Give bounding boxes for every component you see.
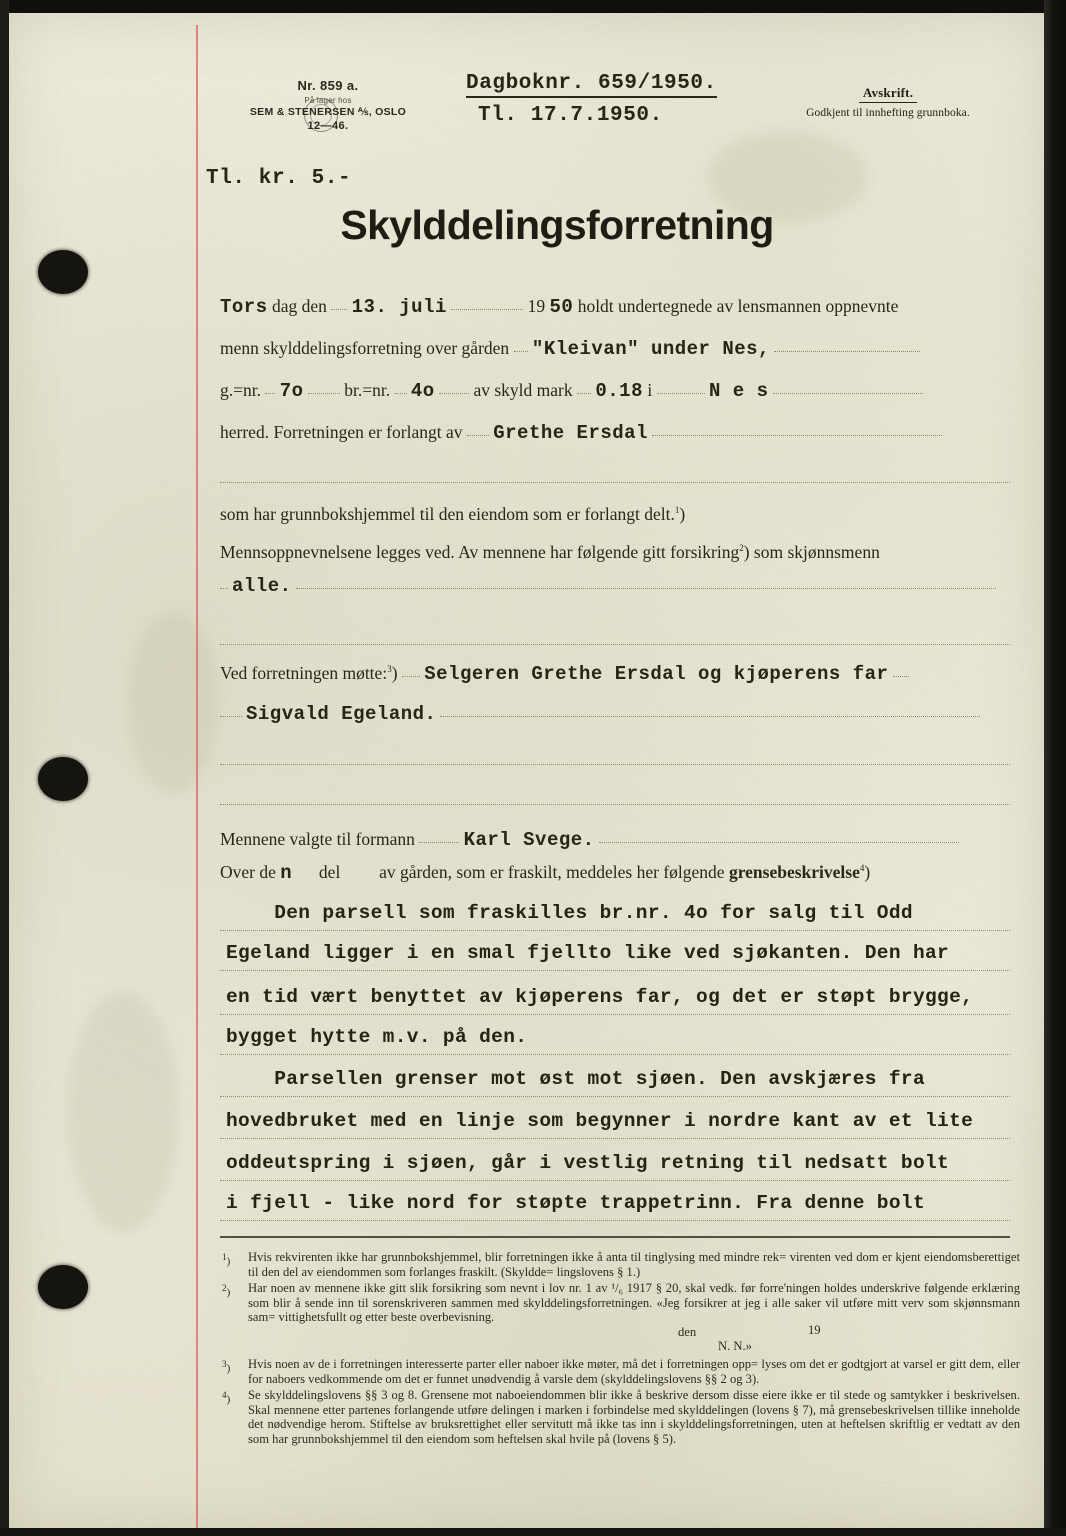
over-de-fill: n xyxy=(280,862,293,884)
footnote-item xyxy=(220,1388,1020,1446)
skyld-fill: 0.18 xyxy=(595,380,643,402)
scan-edge-bottom xyxy=(0,1528,1066,1536)
printer-company: SEM & STENERSEN ⅍, OSLO xyxy=(249,106,407,118)
dot-leader xyxy=(439,379,469,394)
blank-writing-rule xyxy=(220,764,1010,765)
scan-edge-top xyxy=(0,0,1066,13)
skyld-label: av skyld mark xyxy=(473,380,573,400)
circular-ink-stamp-icon xyxy=(304,98,338,132)
boundary-line: hovedbruket med en linje som begynner i nordre kant av et lite xyxy=(226,1110,974,1132)
boundary-line: Egeland ligger i en smal fjellto like ved sjøkanten. Den har xyxy=(226,942,950,964)
i-label: i xyxy=(647,380,653,400)
footnote-marker: $^4$) xyxy=(222,1390,231,1406)
dot-leader xyxy=(220,574,228,589)
form-line-date xyxy=(220,295,1010,318)
form-number: Nr. 859 a. xyxy=(297,78,359,93)
clause-forsikring xyxy=(220,542,1010,563)
writing-rule xyxy=(220,1014,1010,1015)
dot-leader xyxy=(402,662,420,677)
registration-date: Tl. 17.7.1950. xyxy=(478,104,663,127)
dot-leader xyxy=(652,421,942,436)
blank-writing-rule xyxy=(220,644,1010,645)
dot-leader xyxy=(220,702,242,717)
footnote-ref-2: 2 xyxy=(739,543,744,554)
footnote-text: Har noen av mennene ikke gitt slik forsikring som nevnt i lov nr. 1 av ¹/₆ 1917 § 20, skal vedk. før forre'ningen holdes underskrive følgende erklæring som blir å sende inn til sorenskriveren sammen med skylddelingsforretningen. «Jeg forsikrer at jeg i alle saker vil utføre mitt verv som skjønnsmann sam= vittighetsfullt og etter beste overbevisning. xyxy=(248,1281,1020,1325)
footnote-separator xyxy=(220,1236,1010,1238)
signature-nn-label: N. N.» xyxy=(718,1338,752,1353)
writing-rule xyxy=(220,1138,1010,1139)
boundary-intro-tail: av gården, som er fraskilt, meddeles her følgende xyxy=(379,862,725,882)
clause-grunnbokshjemmel: som har grunnbokshjemmel til den eiendom som er forlangt delt.$^1$) xyxy=(220,504,686,524)
boundary-line: i fjell - like nord for støpte trappetrinn. Fra denne bolt xyxy=(226,1192,926,1214)
page-title: Skylddelingsforretning xyxy=(340,202,774,248)
dot-leader xyxy=(893,662,909,677)
footnote-ref-1: 1 xyxy=(674,505,680,516)
blank-writing-rule xyxy=(220,804,1010,805)
footnote-marker: $^1$) xyxy=(222,1252,231,1268)
copy-note: Godkjent til innhefting grunnboka. xyxy=(806,107,970,119)
footnote-marker: $^3$) xyxy=(222,1358,231,1375)
signature-year-label: 19 xyxy=(808,1322,821,1337)
writing-rule xyxy=(220,1096,1010,1097)
scan-edge-right xyxy=(1044,0,1066,1536)
footnotes-section xyxy=(220,1250,1020,1449)
scan-edge-left xyxy=(0,0,9,1536)
farm-fill: "Kleivan" under Nes, xyxy=(531,338,770,360)
footnote-item xyxy=(220,1281,1020,1355)
paper-sheet xyxy=(8,12,1046,1532)
writing-rule xyxy=(220,930,1010,931)
boundary-line: en tid vært benyttet av kjøperens far, og det er støpt brygge, xyxy=(226,986,974,1008)
dot-leader xyxy=(451,295,523,310)
blank-writing-rule xyxy=(220,482,1010,483)
dot-leader xyxy=(467,421,489,436)
red-margin-rule xyxy=(196,25,198,1536)
chairman-label: Mennene valgte til formann xyxy=(220,829,415,849)
dot-leader xyxy=(296,574,996,589)
footnote-signature-row xyxy=(248,1322,1020,1355)
writing-rule xyxy=(220,1054,1010,1055)
binder-punch-hole xyxy=(38,1265,88,1309)
clause-text: Mennsoppnevnelsene legges ved. Av mennene har følgende gitt forsikring xyxy=(220,542,740,562)
form-line-farm xyxy=(220,337,1010,360)
dot-leader xyxy=(657,379,705,394)
gnr-label: g.=nr. xyxy=(220,380,261,400)
dot-leader xyxy=(773,379,923,394)
boundary-line: oddeutspring i sjøen, går i vestlig retning til nedsatt bolt xyxy=(226,1152,950,1174)
form-line-requester xyxy=(220,421,1010,444)
copy-label: Avskrift. xyxy=(859,85,917,103)
footnote-ref-4: 4 xyxy=(859,863,865,874)
date-fill: 13. juli xyxy=(351,296,447,318)
year-fill: 50 xyxy=(549,296,574,318)
assurance-fill: alle. xyxy=(232,575,292,597)
dot-leader xyxy=(577,379,591,394)
boundary-keyword: grensebeskrivelse xyxy=(728,862,860,882)
boundary-intro-row: Over de n del av gården, som er fraskilt, meddeles her følgende grensebeskrivelse$^4$) xyxy=(220,862,871,884)
copy-certification xyxy=(768,84,1008,119)
binder-punch-hole xyxy=(38,757,88,801)
assurance-answer-row xyxy=(220,574,1010,597)
writing-rule xyxy=(220,1220,1010,1221)
after-year-text: holdt undertegnede av lensmannen oppnevnte xyxy=(577,296,899,316)
requester-fill: Grethe Ersdal xyxy=(493,422,648,444)
dot-leader xyxy=(599,828,959,843)
herred-fill: N e s xyxy=(708,380,769,402)
boundary-line: bygget hytte m.v. på den. xyxy=(226,1026,528,1048)
attendance-fill-2: Sigvald Egeland. xyxy=(246,703,437,725)
weekday-suffix: dag den xyxy=(271,296,327,316)
footnote-item xyxy=(220,1250,1020,1279)
dot-leader xyxy=(331,295,347,310)
footnote-item xyxy=(220,1357,1020,1386)
boundary-line: Den parsell som fraskilles br.nr. 4o for salg til Odd xyxy=(226,902,913,924)
del-label: del xyxy=(318,862,341,882)
document-content xyxy=(8,12,1046,1532)
dot-leader xyxy=(774,337,920,352)
chairman-row xyxy=(220,828,1010,851)
footnote-ref-3: 3 xyxy=(387,664,392,675)
dot-leader xyxy=(395,379,407,394)
clause-text: som har grunnbokshjemmel til den eiendom som er forlangt delt. xyxy=(220,504,675,524)
dot-leader xyxy=(419,828,459,843)
registration-fee: Tl. kr. 5.- xyxy=(206,167,352,190)
bnr-fill: 4o xyxy=(410,380,435,402)
attendance-fill-1: Selgeren Grethe Ersdal og kjøperens far xyxy=(424,663,889,685)
journal-number: Dagboknr. 659/1950. xyxy=(466,72,717,98)
over-de-label: Over de xyxy=(220,862,276,882)
chairman-fill: Karl Svege. xyxy=(463,829,595,851)
binder-punch-hole xyxy=(38,250,88,294)
printer-date-code: 12—46. xyxy=(307,120,349,132)
attendance-row: Ved forretningen møtte:$^3$) Selgeren Grethe Ersdal og kjøperens far xyxy=(220,662,1010,685)
dot-leader xyxy=(440,702,980,717)
footnote-text: Hvis rekvirenten ikke har grunnbokshjemmel, blir forretningen ikke å anta til tinglysing med mindre rek= virenten ved dom er kjent eiendomsberettiget til den del av eiendommen som forlanges fraskilt. (Skyldde= lingslovens § 1.) xyxy=(248,1250,1020,1279)
signature-den-label: den xyxy=(678,1324,697,1339)
footnote-text: Hvis noen av de i forretningen interesserte parter eller naboer ikke møter, må det i forretningen opp= lyses om det er godtgjort at varsel er gitt dem, eller for naboers vedkommende om det er funnet unødvendig å varsle dem (skylddelingslovens §§ 2 og 3). xyxy=(248,1356,1020,1386)
year-prefix: 19 xyxy=(527,296,546,316)
weekday-fill: Tors xyxy=(220,296,268,318)
clause-tail: ) som skjønnsmenn xyxy=(743,542,880,562)
form-line-numbers xyxy=(220,379,1010,402)
footnote-marker: $^2$) xyxy=(222,1283,231,1299)
gnr-fill: 7o xyxy=(279,380,304,402)
dot-leader xyxy=(514,337,528,352)
footnote-text: Se skylddelingslovens §§ 3 og 8. Grensene mot naboeiendommen blir ikke å beskrive dersom disse eiere ikke er til stede og samtykker i beskrivelsen. Skal mennene etter partenes forlangende utføre delingen i marken i forbindelse med skylddelingen (lovens § 7), må grensebeskrivelsen tillike inneholde det nødvendige herom. Stiftelse av bruksrettighet eller servitutt må ikke tas inn i skylddelingsforretningen, uten at heftelsen skriftlig er vedtatt av den som har grunnbokshjemmel til den eiendom som heftelsen skal hvile på (lovens § 5). xyxy=(248,1388,1020,1446)
dot-leader xyxy=(308,379,340,394)
dot-leader xyxy=(265,379,275,394)
writing-rule xyxy=(220,1180,1010,1181)
bnr-label: br.=nr. xyxy=(344,380,391,400)
boundary-line: Parsellen grenser mot øst mot sjøen. Den avskjæres fra xyxy=(226,1068,926,1090)
attendance-row-2 xyxy=(220,702,1010,725)
farm-label: menn skylddelingsforretning over gården xyxy=(220,338,510,358)
printer-prefix: På lager hos xyxy=(304,96,352,105)
requester-label: herred. Forretningen er forlangt av xyxy=(220,422,463,442)
writing-rule xyxy=(220,970,1010,971)
attendance-label: Ved forretningen møtte: xyxy=(220,663,388,683)
